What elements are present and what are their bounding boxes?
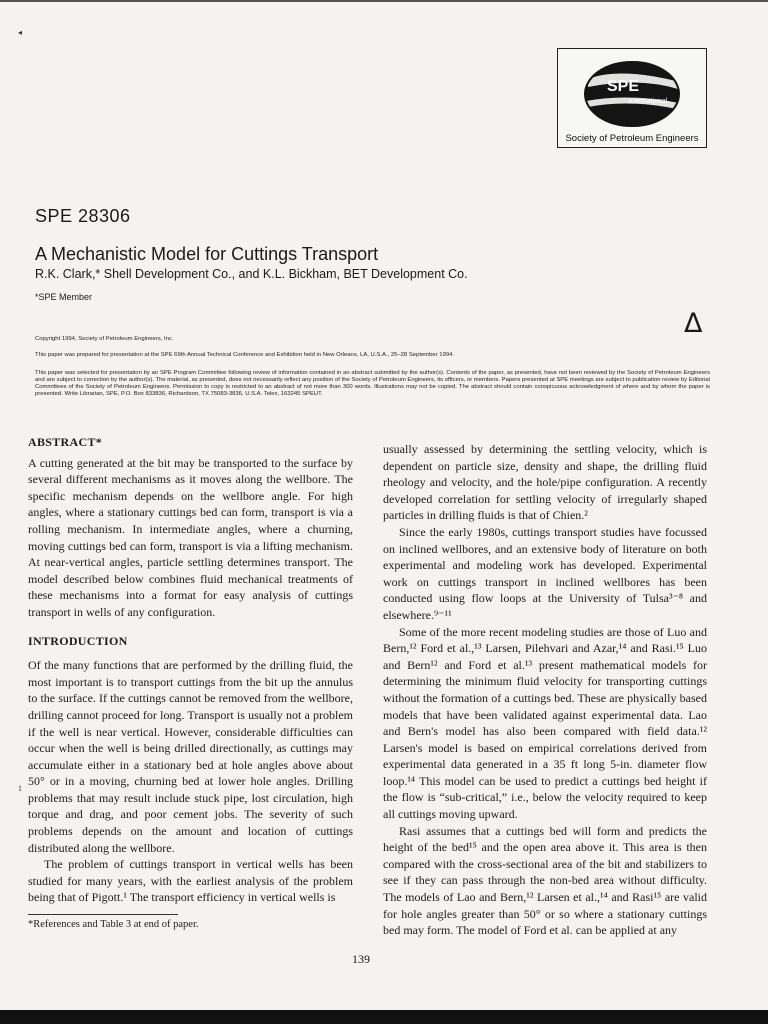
intro-paragraph-2: The problem of cuttings transport in vertical wells has been studied for many years, with the earliest analysis of the problem being that of Pigott.¹ The transport efficiency in vertical wells is bbox=[28, 857, 353, 905]
presentation-notice: This paper was prepared for presentation at the SPE 69th Annual Technical Conference and Exhibition held in New Orleans, LA, U.S.A., 25–28 September 1994. bbox=[35, 352, 455, 358]
paper-title: A Mechanistic Model for Cuttings Transport bbox=[35, 244, 379, 264]
logo-subtitle: International bbox=[628, 98, 668, 105]
logo-brand: SPE bbox=[606, 78, 640, 95]
introduction-heading: INTRODUCTION bbox=[28, 633, 128, 648]
author-line: R.K. Clark,* Shell Development Co., and K.L. Bickham, BET Development Co. bbox=[35, 267, 468, 281]
right-column bbox=[383, 441, 707, 939]
scan-bottom-edge bbox=[0, 1010, 768, 1024]
member-note: *SPE Member bbox=[35, 292, 93, 302]
footnote: *References and Table 3 at end of paper. bbox=[28, 919, 199, 931]
right-paragraph-4: Rasi assumes that a cuttings bed will form and predicts the height of the bed¹⁵ and the open area above it. This area is then compared with the cross-sectional area of the bit and stabilizers to see if they can pass through the non-bed area without difficulty. The models of Lao and Bern,¹² Larsen et al.,¹⁴ and Rasi¹⁵ are valid for hole angles greater than 50° or so where a stationary cuttings bed may form. The model of Ford et al. can be applied at any bbox=[383, 823, 707, 938]
left-column bbox=[28, 434, 353, 932]
spe-logo bbox=[557, 48, 707, 148]
selection-notice: This paper was selected for presentation by an SPE Program Committee following review of information contained in an abstract submitted by the author(s). Contents of the paper, as presented, have not been reviewed by the Society of Petroleum Engineers and are subject to correction by the author(s). The material, as presented, does not necessarily reflect any position of the Society of Petroleum Engineers, its officers, or members. Papers presented at SPE meetings are subject to publication review by Editorial Committees of the Society of Petroleum Engineers. Permission to copy is restricted to an abstract of not more than 300 words. Illustrations may not be copied. The abstract should contain conspicuous acknowledgment of where and by whom the paper is presented. Write Librarian, SPE, P.O. Box 833836, Richardson, TX 75083-3836, U.S.A. Telex, 163245 SPEUT. bbox=[35, 370, 710, 397]
margin-mark: 1 bbox=[18, 784, 22, 793]
abstract-text: A cutting generated at the bit may be transported to the surface by several different mechanisms as it moves along the wellbore. The specific mechanism depends on the wellbore angle. For high angles, where a stationary cuttings bed can form, transport is via a rolling mechanism. In intermediate angles, where a churning, moving cuttings bed can form, transport is via a lifting mechanism. At near-vertical angles, particle settling determines transport. The model described below combines fluid mechanical treatments of these mechanisms into a format for easy analysis of cuttings transport in wells of any configuration. bbox=[28, 455, 353, 619]
scan-top-edge bbox=[0, 0, 768, 2]
footnote-divider bbox=[28, 914, 178, 915]
globe-icon bbox=[558, 49, 705, 133]
abstract-heading: ABSTRACT* bbox=[28, 435, 103, 449]
scan-mark: ◂ bbox=[18, 28, 23, 37]
copyright-notice: Copyright 1994, Society of Petroleum Engineers, Inc. bbox=[35, 336, 174, 342]
right-paragraph-1: usually assessed by determining the settling velocity, which is dependent on particle size, density and shape, the drilling fluid rheology and velocity, and the hole/pipe configuration. A recently developed correlation for settling velocity of irregularly shaped particles in drilling fluids is that of Chien.² bbox=[383, 442, 707, 523]
right-paragraph-2: Since the early 1980s, cuttings transport studies have focussed on inclined wellbores, and an extensive body of literature on both experimental and modeling work has developed. Experimental work on cuttings transport in inclined wellbores has been conducted using flow loops at the University of Tulsa³⁻⁸ and elsewhere.⁹⁻¹¹ bbox=[383, 524, 707, 622]
intro-paragraph-1: Of the many functions that are performed by the drilling fluid, the most important is to transport cuttings from the bit up the annulus to the surface. If the cuttings cannot be removed from the wellbore, drilling cannot proceed for long. Transport is usually not a problem if the well is near vertical. However, considerable difficulties can occur when the well is being drilled directionally, as cuttings may accumulate either in a stationary bed at hole angles above about 50° or in a moving, churning bed at lower hole angles. Drilling problems that may result include stuck pipe, lost circulation, high torque and drag, and poor cement jobs. The severity of such problems depends on the amount and location of cuttings distributed along the wellbore. bbox=[28, 658, 353, 855]
page-number: 139 bbox=[352, 952, 370, 966]
right-paragraph-3: Some of the more recent modeling studies are those of Luo and Bern,¹² Ford et al.,¹³ Larsen, Pilehvari and Azar,¹⁴ and Rasi.¹⁵ Luo and Bern¹² and Ford et al.¹³ present mathematical models for determining the minimum fluid velocity for transporting cuttings without the formation of a cuttings bed. These are physically based models that have been validated against experimental data. Lao and Bern's model has also been compared with field data.¹² Larsen's model is based on empirical correlations derived from experimental data generated in a 35 ft long 5-in. diameter flow loop.¹⁴ This model can be used to predict a cuttings bed height if the flow is “sub-critical,” i.e., below the velocity required to keep all cuttings moving upward. bbox=[383, 624, 707, 822]
logo-caption: Society of Petroleum Engineers bbox=[565, 133, 699, 144]
triangle-icon: Δ bbox=[684, 308, 703, 339]
paper-number: SPE 28306 bbox=[35, 206, 131, 226]
